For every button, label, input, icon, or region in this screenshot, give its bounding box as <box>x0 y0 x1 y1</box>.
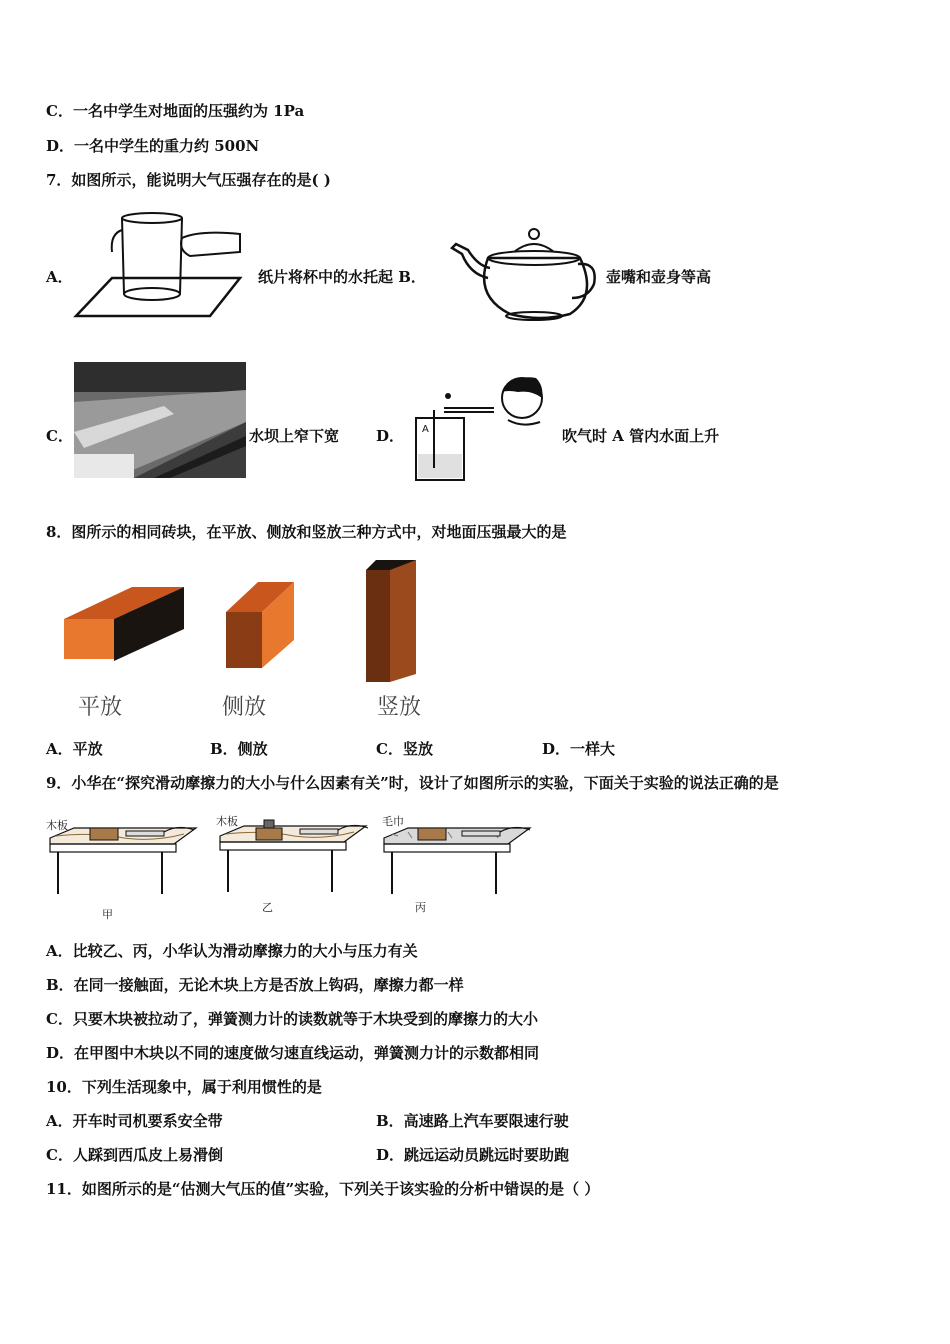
q10-option-a: A．开车时司机要系安全带 <box>46 1112 223 1130</box>
paper-cup-figure <box>72 208 247 320</box>
q7-option-a-letter: A． <box>46 268 73 286</box>
friction-setup-1 <box>44 814 204 898</box>
blowing-straw-figure <box>412 372 547 484</box>
q7-option-d-text: 吹气时 A 管内水面上升 <box>562 427 720 445</box>
q10-option-b: B．高速路上汽车要限速行驶 <box>376 1112 569 1130</box>
q9-option-d: D．在甲图中木块以不同的速度做匀速直线运动，弹簧测力计的示数都相同 <box>46 1044 540 1062</box>
q7-stem: 7．如图所示，能说明大气压强存在的是( ) <box>46 171 331 189</box>
q8-option-c: C．竖放 <box>376 740 433 758</box>
brick-caption-flat: 平放 <box>78 695 123 720</box>
surface-label-1: 木板 <box>46 819 68 832</box>
q9-option-b: B．在同一接触面，无论木块上方是否放上钩码，摩擦力都一样 <box>46 976 464 994</box>
q7-option-c-letter: C． <box>46 427 73 445</box>
figure-label-jia: 甲 <box>102 908 113 921</box>
brick-upright <box>360 556 420 686</box>
brick-flat <box>60 585 190 665</box>
q10-stem: 10．下列生活现象中，属于利用惯性的是 <box>46 1078 322 1096</box>
q8-option-d: D．一样大 <box>542 740 616 758</box>
q9-stem: 9．小华在“探究滑动摩擦力的大小与什么因素有关”时，设计了如图所示的实验，下面关于实验的说法正确的是 <box>46 774 779 792</box>
q9-option-a: A．比较乙、丙，小华认为滑动摩擦力的大小与压力有关 <box>46 942 418 960</box>
q9-option-c: C．只要木块被拉动了，弹簧测力计的读数就等于木块受到的摩擦力的大小 <box>46 1010 538 1028</box>
teapot-figure <box>448 218 596 324</box>
q7-option-b-text: 壶嘴和壶身等高 <box>606 268 712 286</box>
figure-label-bing: 丙 <box>415 901 426 914</box>
q7-option-c-text: 水坝上窄下宽 <box>249 427 340 445</box>
dam-photo <box>74 362 246 478</box>
q11-stem: 11．如图所示的是“估测大气压的值”实验，下列关于该实验的分析中错误的是（ ） <box>46 1180 600 1198</box>
brick-caption-upright: 竖放 <box>377 695 422 720</box>
q8-option-b: B．侧放 <box>210 740 268 758</box>
surface-label-3: 毛巾 <box>382 815 404 828</box>
friction-setup-2 <box>214 812 374 896</box>
q10-option-c: C．人踩到西瓜皮上易滑倒 <box>46 1146 223 1164</box>
q6-option-c: C．一名中学生对地面的压强约为 1Pa <box>46 102 305 120</box>
brick-side <box>222 578 300 672</box>
q7-option-a-text: 纸片将杯中的水托起 B． <box>258 268 426 286</box>
brick-caption-side: 侧放 <box>222 695 267 720</box>
tube-a-label: A <box>422 424 429 435</box>
q7-option-d-letter: D． <box>376 427 405 445</box>
q6-option-d: D．一名中学生的重力约 500N <box>46 137 260 155</box>
surface-label-2: 木板 <box>216 815 238 828</box>
q8-option-a: A．平放 <box>46 740 103 758</box>
q10-option-d: D．跳远运动员跳远时要助跑 <box>376 1146 570 1164</box>
figure-label-yi: 乙 <box>262 901 273 914</box>
q8-stem: 8．图所示的相同砖块，在平放、侧放和竖放三种方式中，对地面压强最大的是 <box>46 523 567 541</box>
